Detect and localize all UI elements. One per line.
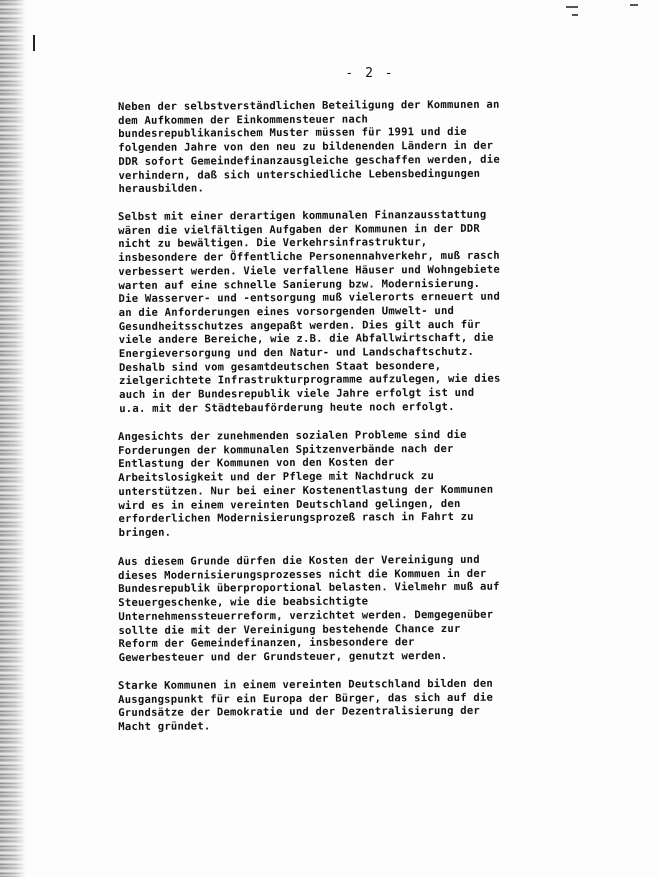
text-line: Selbst mit einer derartigen kommunalen Finanzausstattung — [118, 209, 487, 224]
text-line: Angesichts der zunehmenden sozialen Probleme sind die — [118, 429, 467, 444]
paragraph — [118, 553, 559, 665]
text-line: herausbilden. — [118, 182, 205, 196]
text-line: wird es in einem vereinten Deutschland gelingen, den — [118, 497, 461, 512]
text-line: auch in der Bundesrepublik viele Jahre erfolgt ist und — [119, 387, 475, 402]
text-line: Ausgangspunkt für ein Europa der Bürger, das sich auf die — [118, 691, 494, 706]
text-line: viele andere Bereiche, wie z.B. die Abfallwirtschaft, die — [118, 332, 494, 347]
text-line: folgenden Jahre von den neu zu bildenenden Ländern in der — [118, 139, 494, 155]
text-line: erforderlichen Modernisierungsprozeß rasch in Fahrt zu — [118, 511, 474, 526]
paragraph — [118, 209, 559, 417]
text-line: zielgerichtete Infrastrukturprogramme aufzulegen, wie dies — [119, 373, 501, 388]
text-line: sollte die mit der Vereinigung bestehende Chance zur — [118, 622, 461, 637]
text-line: Bundesrepublik überproportional belasten. Vielmehr muß auf — [118, 580, 500, 595]
text-line: nicht zu bewältigen. Die Verkehrsinfrastruktur, — [118, 236, 428, 251]
text-line: verhindern, daß sich unterschiedliche Lebensbedingungen — [118, 167, 481, 182]
paragraph — [118, 677, 558, 734]
text-line: Arbeitslosigkeit und der Pflege mit Nachdruck zu — [118, 470, 435, 485]
text-line: warten auf eine schnelle Sanierung bzw. Modernisierung. — [118, 277, 481, 292]
text-line: Energieversorgung und den Natur- und Landschaftschutz. — [118, 346, 475, 361]
text-line: u.a. mit der Städtebauförderung heute noch erfolgt. — [119, 401, 455, 416]
text-line: Unternehmenssteuerreform, verzichtet werden. Demgegenüber — [118, 608, 494, 623]
text-line: Starke Kommunen in einem vereinten Deutschland bilden den — [118, 677, 494, 692]
text-line: bringen. — [118, 527, 172, 540]
scan-mark — [572, 14, 578, 16]
text-line: Neben der selbstverständlichen Beteiligung der Kommunen an — [118, 98, 500, 113]
text-line: dieses Modernisierungsprozesses nicht die Kommuen in der — [118, 567, 487, 582]
body-text — [118, 98, 558, 749]
text-line: Grundsätze der Demokratie und der Dezentralisierung der — [118, 704, 481, 720]
text-line: Gewerbesteuer und der Grundsteuer, genutzt werden. — [118, 649, 448, 664]
text-line: Entlastung der Kommunen von den Kosten der — [118, 457, 395, 471]
text-line: dem Aufkommen der Einkommensteuer nach — [118, 113, 369, 127]
scan-mark — [630, 4, 638, 6]
scan-edge-artifact — [0, 0, 26, 877]
text-line: unterstützen. Nur bei einer Kostenentlastung der Kommunen — [118, 483, 494, 499]
paragraph — [118, 98, 559, 197]
scan-mark — [566, 6, 578, 8]
paragraph — [118, 429, 559, 541]
text-line: Aus diesem Grunde dürfen die Kosten der Vereinigung und — [118, 553, 480, 568]
text-line: Reform der Gemeindefinanzen, insbesondere der — [118, 636, 415, 650]
scan-mark — [33, 35, 35, 51]
text-line: Macht gründet. — [118, 720, 211, 733]
page-number: - 2 - — [345, 66, 395, 81]
text-line: bundesrepublikanischem Muster müssen für 1991 und die — [118, 126, 467, 141]
text-line: Gesundheitsschutzes angepaßt werden. Dies gilt auch für — [118, 318, 481, 334]
text-line: Die Wasserver- und -entsorgung muß vielerorts erneuert und — [118, 291, 501, 306]
text-line: insbesondere der Öffentliche Personennahverkehr, muß rasch — [118, 250, 500, 265]
text-line: Forderungen der kommunalen Spitzenverbände nach der — [118, 443, 454, 458]
text-line: verbessert werden. Viele verfallene Häuser und Wohngebiete — [118, 263, 500, 279]
text-line: Steuergeschenke, wie die beabsichtigte — [118, 595, 369, 609]
text-line: DDR sofort Gemeindefinanzausgleiche geschaffen werden, die — [118, 153, 500, 168]
text-line: Deshalb sind vom gesamtdeutschen Staat besondere, — [118, 360, 442, 375]
text-line: an die Anforderungen eines vorsorgenden Umwelt- und — [118, 305, 455, 320]
text-line: wären die vielfältigen Aufgaben der Kommunen in der DDR — [118, 222, 480, 238]
